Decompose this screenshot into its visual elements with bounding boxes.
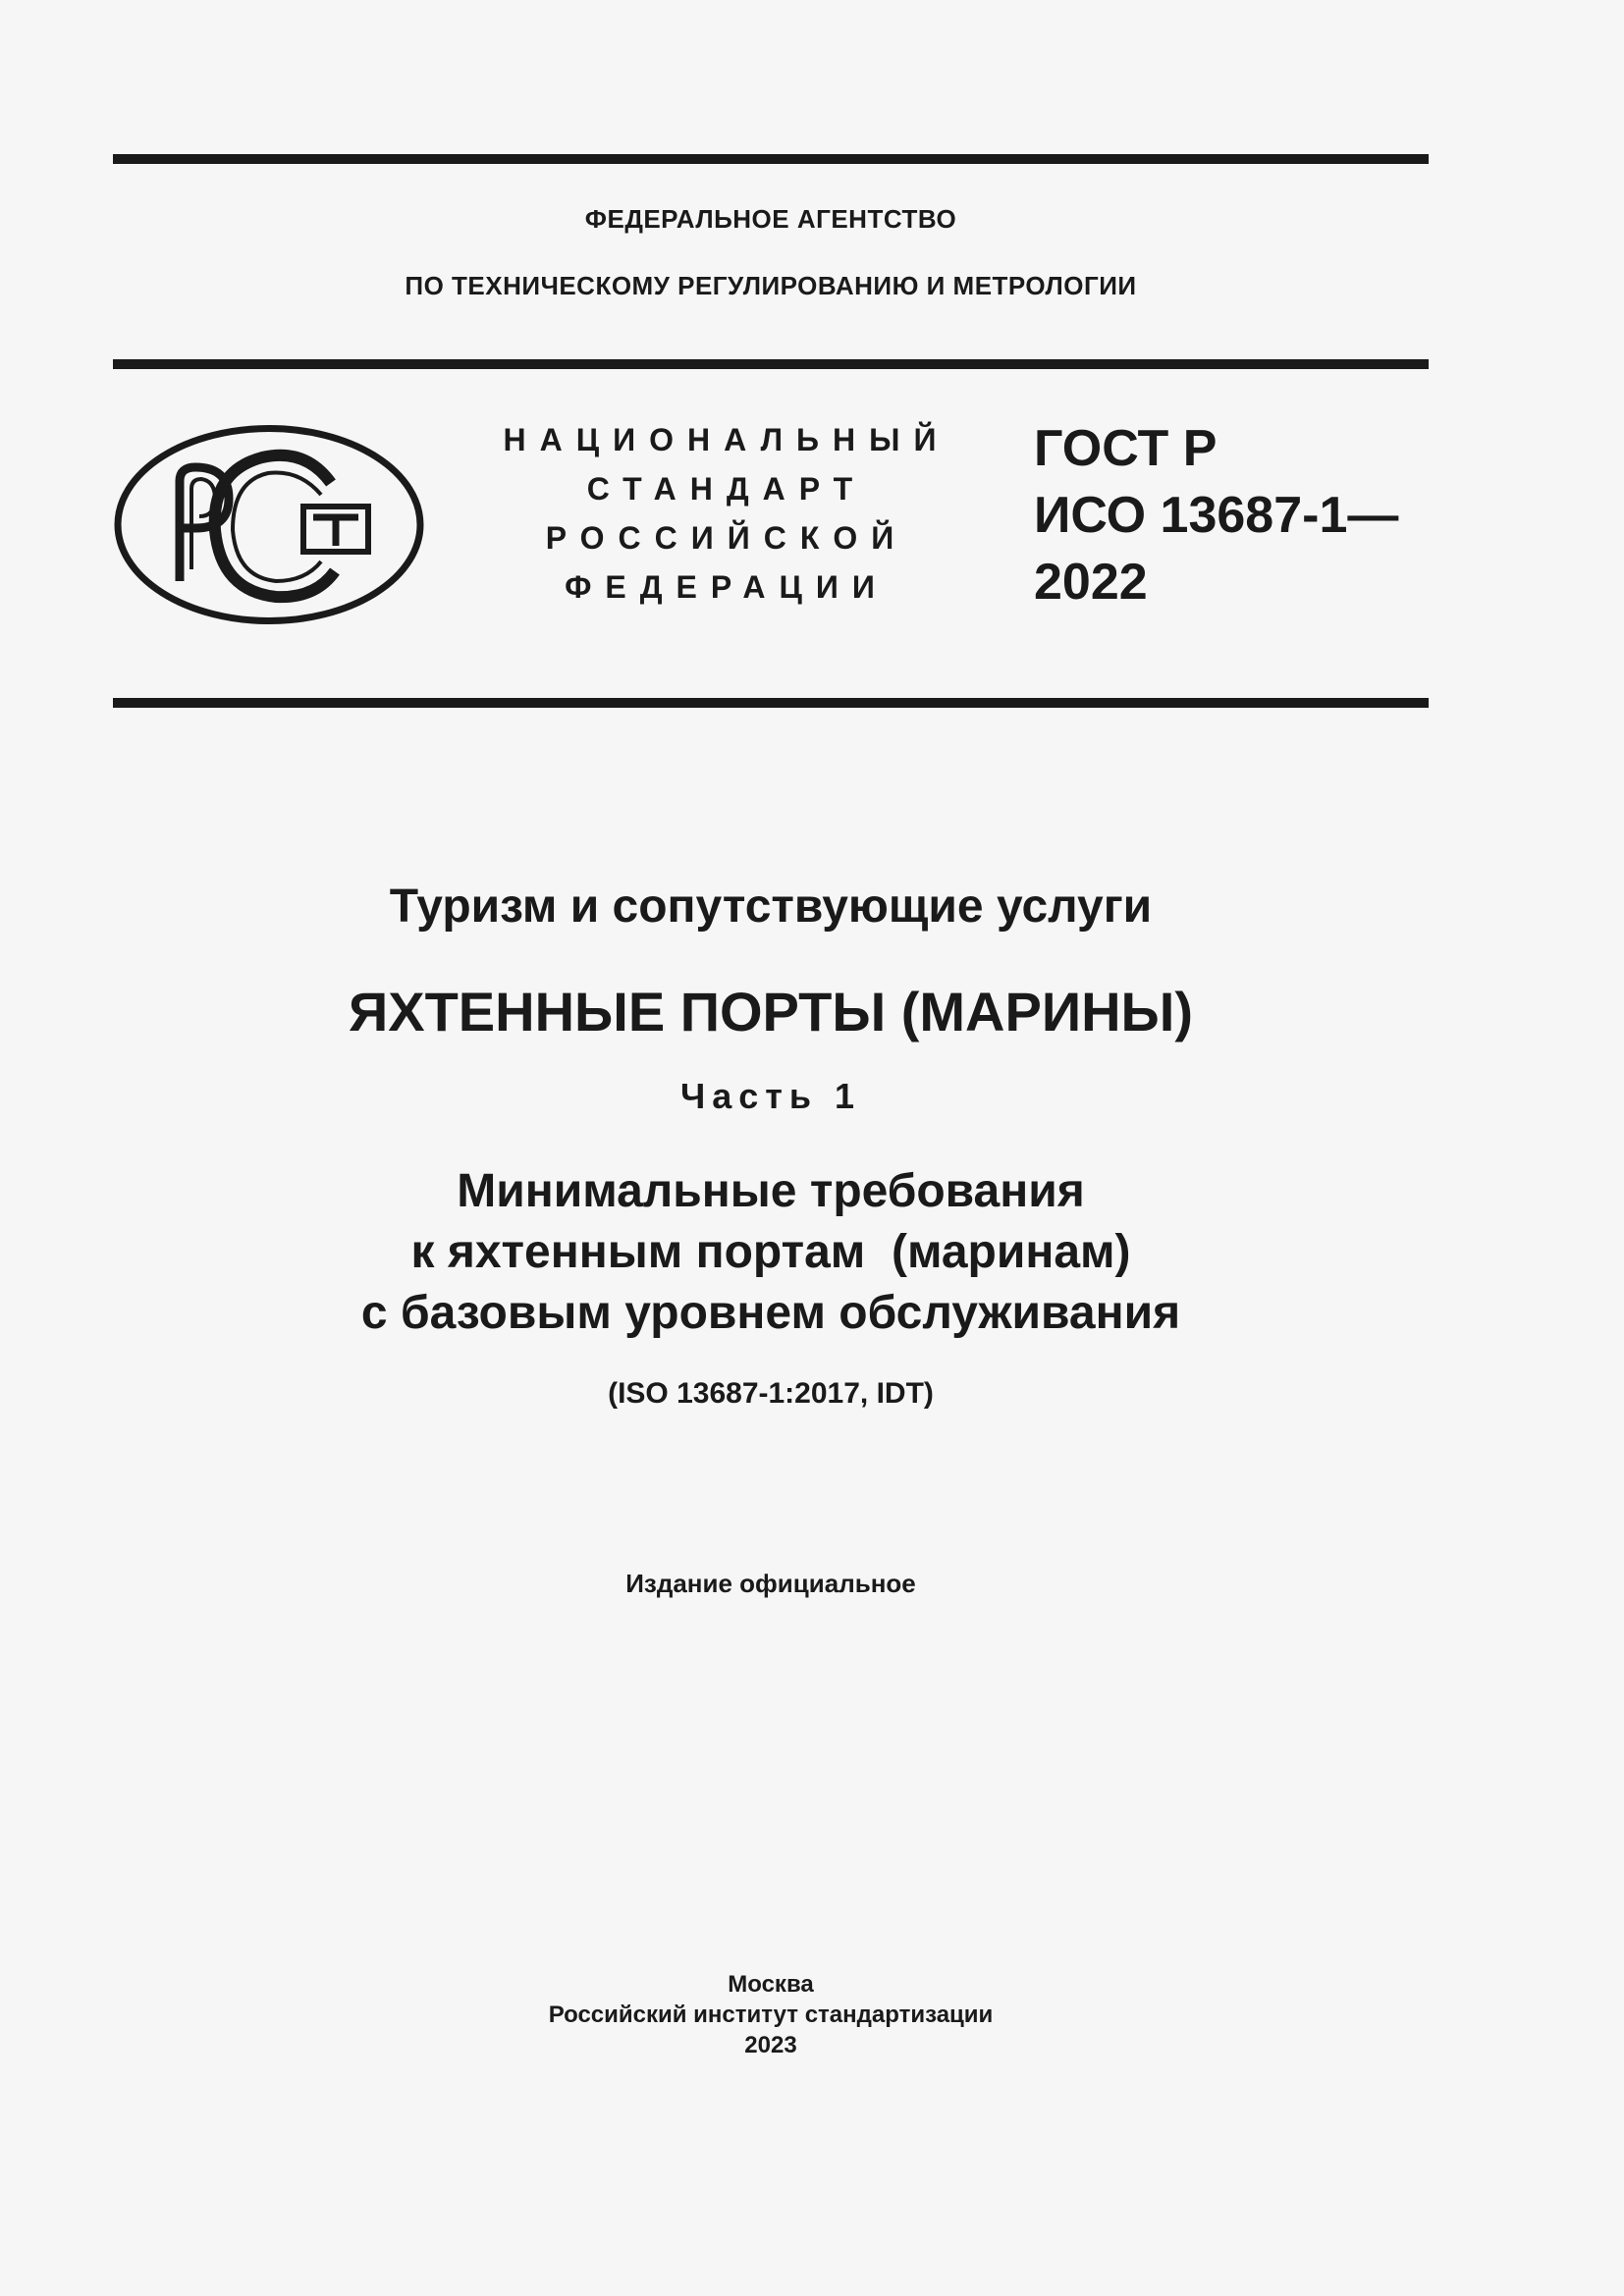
edition-label: Издание официальное <box>625 1569 916 1598</box>
national-standard-line-3: РОССИЙСКОЙ <box>545 520 908 556</box>
title-group: Туризм и сопутствующие услуги <box>389 881 1153 933</box>
standard-designation-line-2: ИСО 13687-1— <box>1034 487 1399 544</box>
top-rule <box>113 154 1429 164</box>
national-standard-line-1: НАЦИОНАЛЬНЫЙ <box>503 422 950 457</box>
imprint-city: Москва <box>728 1971 814 1998</box>
subtitle-line-1: Минимальные требования <box>457 1165 1085 1217</box>
subtitle-line-2: к яхтенным портам (маринам) <box>410 1226 1131 1278</box>
title-part: Часть 1 <box>679 1076 862 1116</box>
national-standard-line-4: ФЕДЕРАЦИИ <box>565 569 889 605</box>
agency-bottom-rule <box>113 359 1429 369</box>
imprint-publisher: Российский институт стандартизации <box>548 2002 994 2028</box>
standard-designation-line-3: 2022 <box>1034 554 1148 611</box>
agency-line-1: ФЕДЕРАЛЬНОЕ АГЕНТСТВО <box>584 204 957 234</box>
standard-designation-line-1: ГОСТ Р <box>1034 420 1218 477</box>
subtitle-line-3: с базовым уровнем обслуживания <box>360 1287 1181 1339</box>
agency-line-2: ПО ТЕХНИЧЕСКОМУ РЕГУЛИРОВАНИЮ И МЕТРОЛОГИИ <box>405 271 1137 300</box>
header-bottom-rule <box>113 698 1429 708</box>
rst-certification-mark-icon <box>113 424 425 625</box>
national-standard-line-2: СТАНДАРТ <box>586 471 867 507</box>
imprint-year: 2023 <box>744 2032 797 2058</box>
iso-reference: (ISO 13687-1:2017, IDT) <box>608 1377 934 1410</box>
title-main: ЯХТЕННЫЕ ПОРТЫ (МАРИНЫ) <box>348 981 1194 1042</box>
